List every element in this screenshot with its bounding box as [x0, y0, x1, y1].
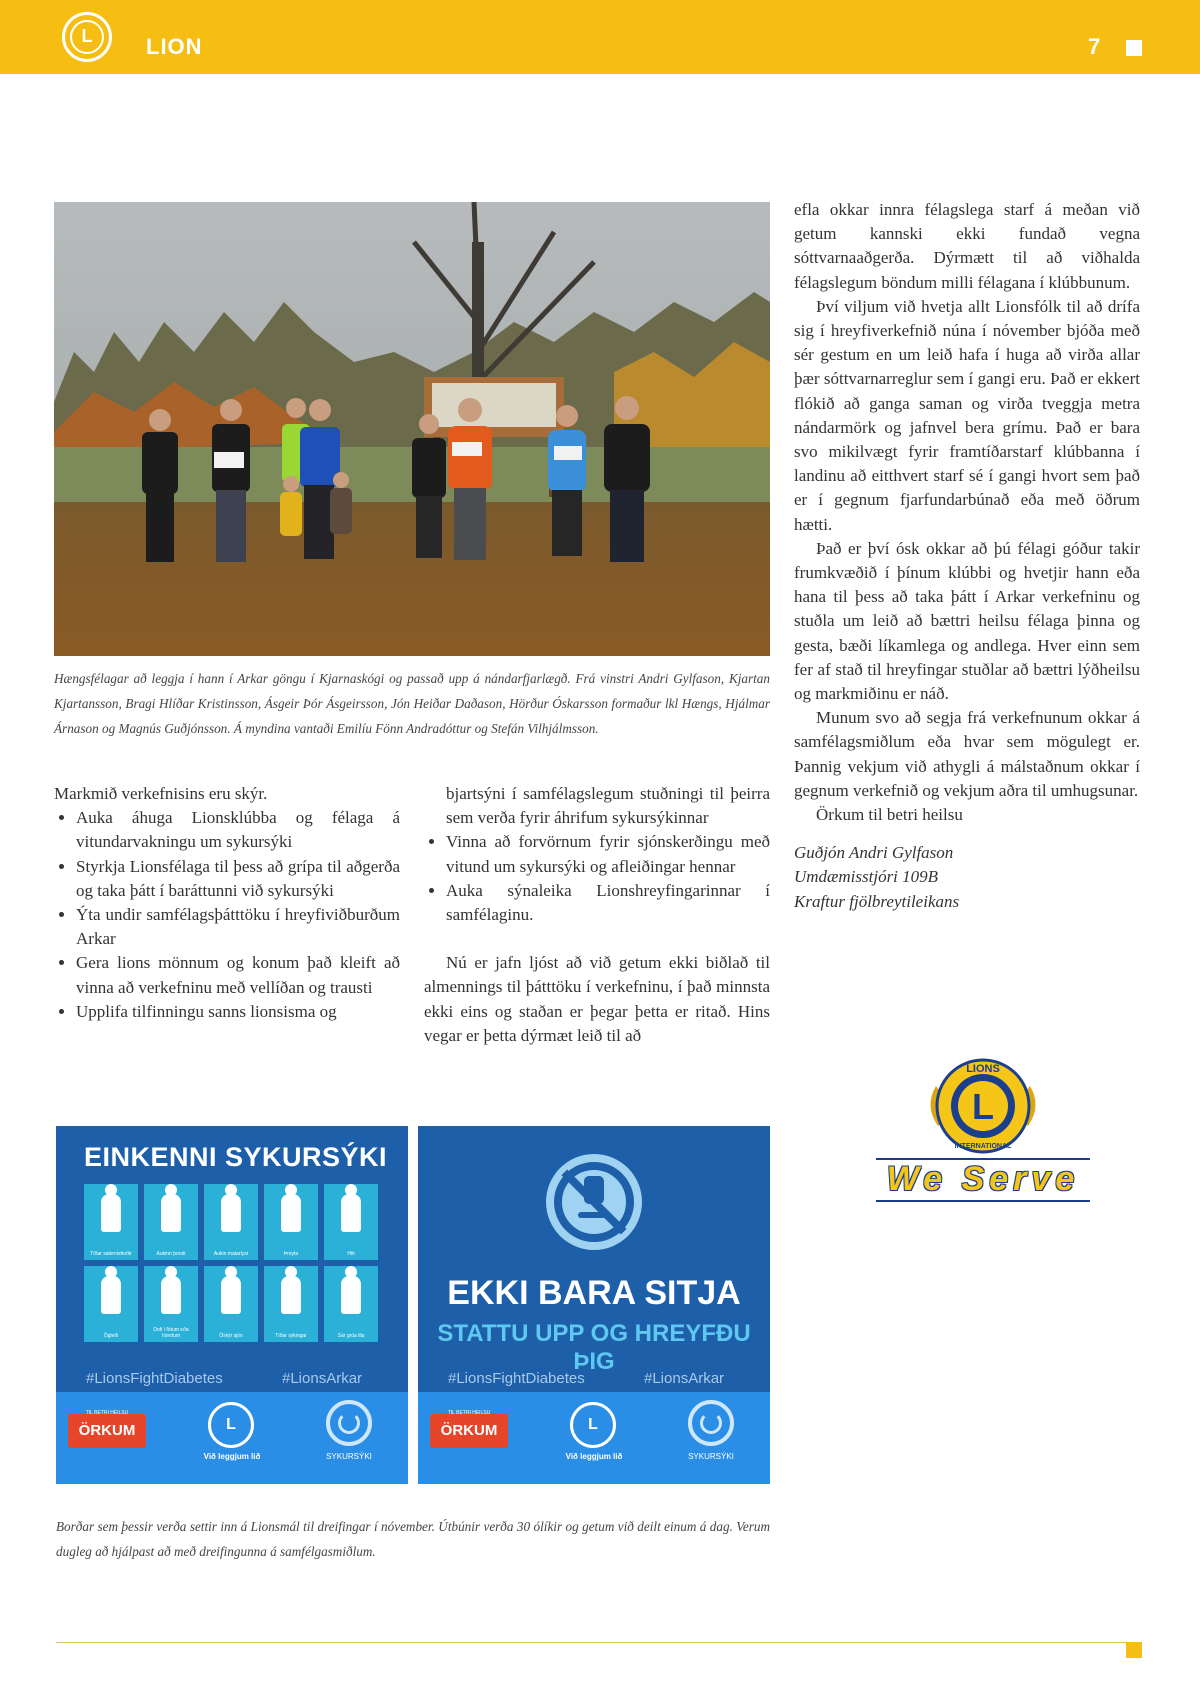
- no-sitting-icon: [546, 1154, 642, 1250]
- diabetes-label: SYKURSÝKI: [688, 1452, 734, 1461]
- closing-line: Örkum til betri heilsu: [816, 805, 963, 825]
- paragraph: Nú er jafn ljóst að við getum ekki biðlað til almennings til þátttöku í verkefninu, í það minnsta ekki eins og staðan er þegar þetta er ritað. Hins vegar er þetta dýrmæt leið til að: [424, 953, 770, 1045]
- we-serve-slogan: We Serve: [886, 1160, 1080, 1198]
- slogan: Við leggjum lið: [565, 1452, 623, 1461]
- hashtag-right: #LionsArkar: [644, 1370, 725, 1387]
- article-column-2: [424, 782, 770, 1048]
- symptom-cell: Aukinn þorsti: [144, 1184, 198, 1260]
- footer-divider: [56, 1642, 1142, 1643]
- posters-caption: Borðar sem þessir verða settir inn á Lionsmál til dreifingar í nóvember. Útbúnir verða 30 ólíkir og getum við deilt einum á dag. Verum dugleg að hjálpast að með dreifingunna á samfélgasmiðlum.: [56, 1519, 770, 1559]
- poster-title: EINKENNI SYKURSÝKI: [84, 1142, 388, 1172]
- poster-dont-sit: [418, 1126, 770, 1484]
- list-item: • Auka áhuga Lionsklúbba og félaga á vitundarvakningu um sykursýki: [76, 806, 400, 854]
- list-item: • Styrkja Lionsfélaga til þess að grípa til aðgerða og taka þátt í baráttunni við sykursýki: [76, 855, 400, 903]
- poster-title: EKKI BARA SITJA: [447, 1274, 741, 1312]
- symptom-cell: Aukin matarlyst: [204, 1184, 258, 1260]
- lions-we-serve-logo: [876, 1056, 1090, 1202]
- orkum-logo: TIL BETRI HEILSU ÖRKUM: [430, 1414, 508, 1448]
- paragraph: Munum svo að segja frá verkefnunum okkar á samfélagsmiðlum eða hvar sem mögulegt er. Þannig vekjum við athygli á málstaðnum okkar í gegnum verkefnið og vekjum aðra til umhugsunar.: [794, 708, 1140, 800]
- signature: [794, 841, 1140, 914]
- list-item: • Gera lions mönnum og konum það kleift að vinna að verkefninu með vellíðan og trausti: [76, 951, 400, 999]
- symptom-cell: Dofi í fótum eða höndum: [144, 1266, 198, 1342]
- orkum-logo: TIL BETRI HEILSU ÖRKUM: [68, 1414, 146, 1448]
- svg-text:L: L: [972, 1086, 994, 1127]
- author-motto: Kraftur fjölbreytileikans: [794, 891, 960, 911]
- list-item: • Upplifa tilfinningu sanns lionsisma og: [76, 1000, 400, 1024]
- symptom-cell: Tíðar salernisferðir: [84, 1184, 138, 1260]
- symptom-cell: Þreyta: [264, 1184, 318, 1260]
- list-item-continued: bjartsýni í samfélagslegum stuðningi til þeirra sem verða fyrir áhrifum sykursýkinnar: [446, 784, 770, 828]
- diabetes-logo-icon: [688, 1400, 734, 1446]
- goals-list: [54, 806, 400, 1024]
- photo-caption: Hængsfélagar að leggja í hann í Arkar göngu í Kjarnaskógi og passað upp á nándarfjarlægð. Frá vinstri Andri Gylfason, Kjartan Kjartansson, Bragi Hlíðar Kristinsson, Ásgeir Þór Ásgeirsson, Jón Heiðar Daðason, Hörður Óskarsson formaður lkl Hængs, Hjálmar Árnason og Magnús Guðjónsson. Á myndina vantaði Emilíu Fönn Andradóttur og Stefán Vilhjálmsson.: [54, 671, 770, 736]
- magazine-title: LION: [146, 34, 203, 59]
- hashtag-right: #LionsArkar: [282, 1370, 363, 1387]
- slogan: Við leggjum lið: [203, 1452, 261, 1461]
- symptom-cell: Óskýr sjón: [204, 1266, 258, 1342]
- lions-logo-icon: L: [62, 12, 112, 62]
- list-item: • Ýta undir samfélagsþátttöku í hreyfiviðburðum Arkar: [76, 903, 400, 951]
- lions-emblem-icon: [924, 1056, 1042, 1158]
- diabetes-label: SYKURSÝKI: [326, 1452, 372, 1461]
- paragraph: Það er því ósk okkar að þú félagi góður takir frumkvæðið í þínum klúbbi og hvetjir hann eða hana til þess að taka þátt í Arkar verkefninu og stuðla um leið að bættri heilsu félaga þinna og gesta, bæði líkamlega og andlega. Hver einn sem fer af stað til hreyfingar stuðlar að bættri lýðheilsu og markmiðinu er náð.: [794, 538, 1140, 704]
- hashtag-left: #LionsFightDiabetes: [448, 1370, 585, 1387]
- poster-footer: [56, 1392, 408, 1484]
- goals-list-continued: [424, 830, 770, 927]
- page-number: 7: [1088, 34, 1101, 59]
- svg-text:INTERNATIONAL: INTERNATIONAL: [954, 1143, 1012, 1150]
- symptom-cell: Ógleði: [84, 1266, 138, 1342]
- article-column-1: [54, 782, 400, 1024]
- diabetes-logo-icon: [326, 1400, 372, 1446]
- poster-subtitle: STATTU UPP OG HREYFÐU ÞIG: [437, 1320, 751, 1375]
- lions-logo-icon: L: [208, 1402, 254, 1448]
- goals-intro: Markmið verkefnisins eru skýr.: [54, 784, 268, 803]
- page-marker: [1126, 40, 1142, 56]
- page-header: [0, 0, 1200, 74]
- group-photo: [54, 202, 770, 656]
- symptom-cell: Sár gróa illa: [324, 1266, 378, 1342]
- author-role: Umdæmisstjóri 109B: [794, 867, 939, 887]
- paragraph: efla okkar innra félagslega starf á meðan við getum kannski ekki fundað vegna sóttvarnaaðgerða. Dýrmætt til að viðhalda félagslegum böndum milli félagana í klúbbunum.: [794, 200, 1140, 292]
- paragraph: Því viljum við hvetja allt Lionsfólk til að drífa sig í hreyfiverkefnið núna í nóvember bjóða með sér gestum en um leið hafa í huga að virða allar þær sóttvarnarreglur sem í gangi eru. Það er ekkert flókið að ganga saman og virða tveggja metra nándarmörk og jafnvel bera grímu. Það er bara svo mikilvægt fyrir framtíðarstarf klúbbanna í landinu að eitthvert starf sé í gangi hvort sem það er í gegnum fjarfundarbúnað eða með öðrum hætti.: [794, 296, 1140, 534]
- symptom-cell: Tíðar sýkingar: [264, 1266, 318, 1342]
- list-item: • Auka sýnaleika Lionshreyfingarinnar í samfélaginu.: [446, 879, 770, 927]
- poster-footer: [418, 1392, 770, 1484]
- author-name: Guðjón Andri Gylfason: [794, 843, 954, 863]
- svg-text:LIONS: LIONS: [966, 1063, 1000, 1075]
- symptom-cell: Hiti: [324, 1184, 378, 1260]
- footer-marker: [1126, 1642, 1142, 1658]
- lions-logo-icon: L: [570, 1402, 616, 1448]
- poster-symptoms: [56, 1126, 408, 1484]
- list-item: • Vinna að forvörnum fyrir sjónskerðingu með vitund um sykursýki og afleiðingar hennar: [446, 830, 770, 878]
- hashtag-left: #LionsFightDiabetes: [86, 1370, 223, 1387]
- article-column-3: [794, 198, 1140, 914]
